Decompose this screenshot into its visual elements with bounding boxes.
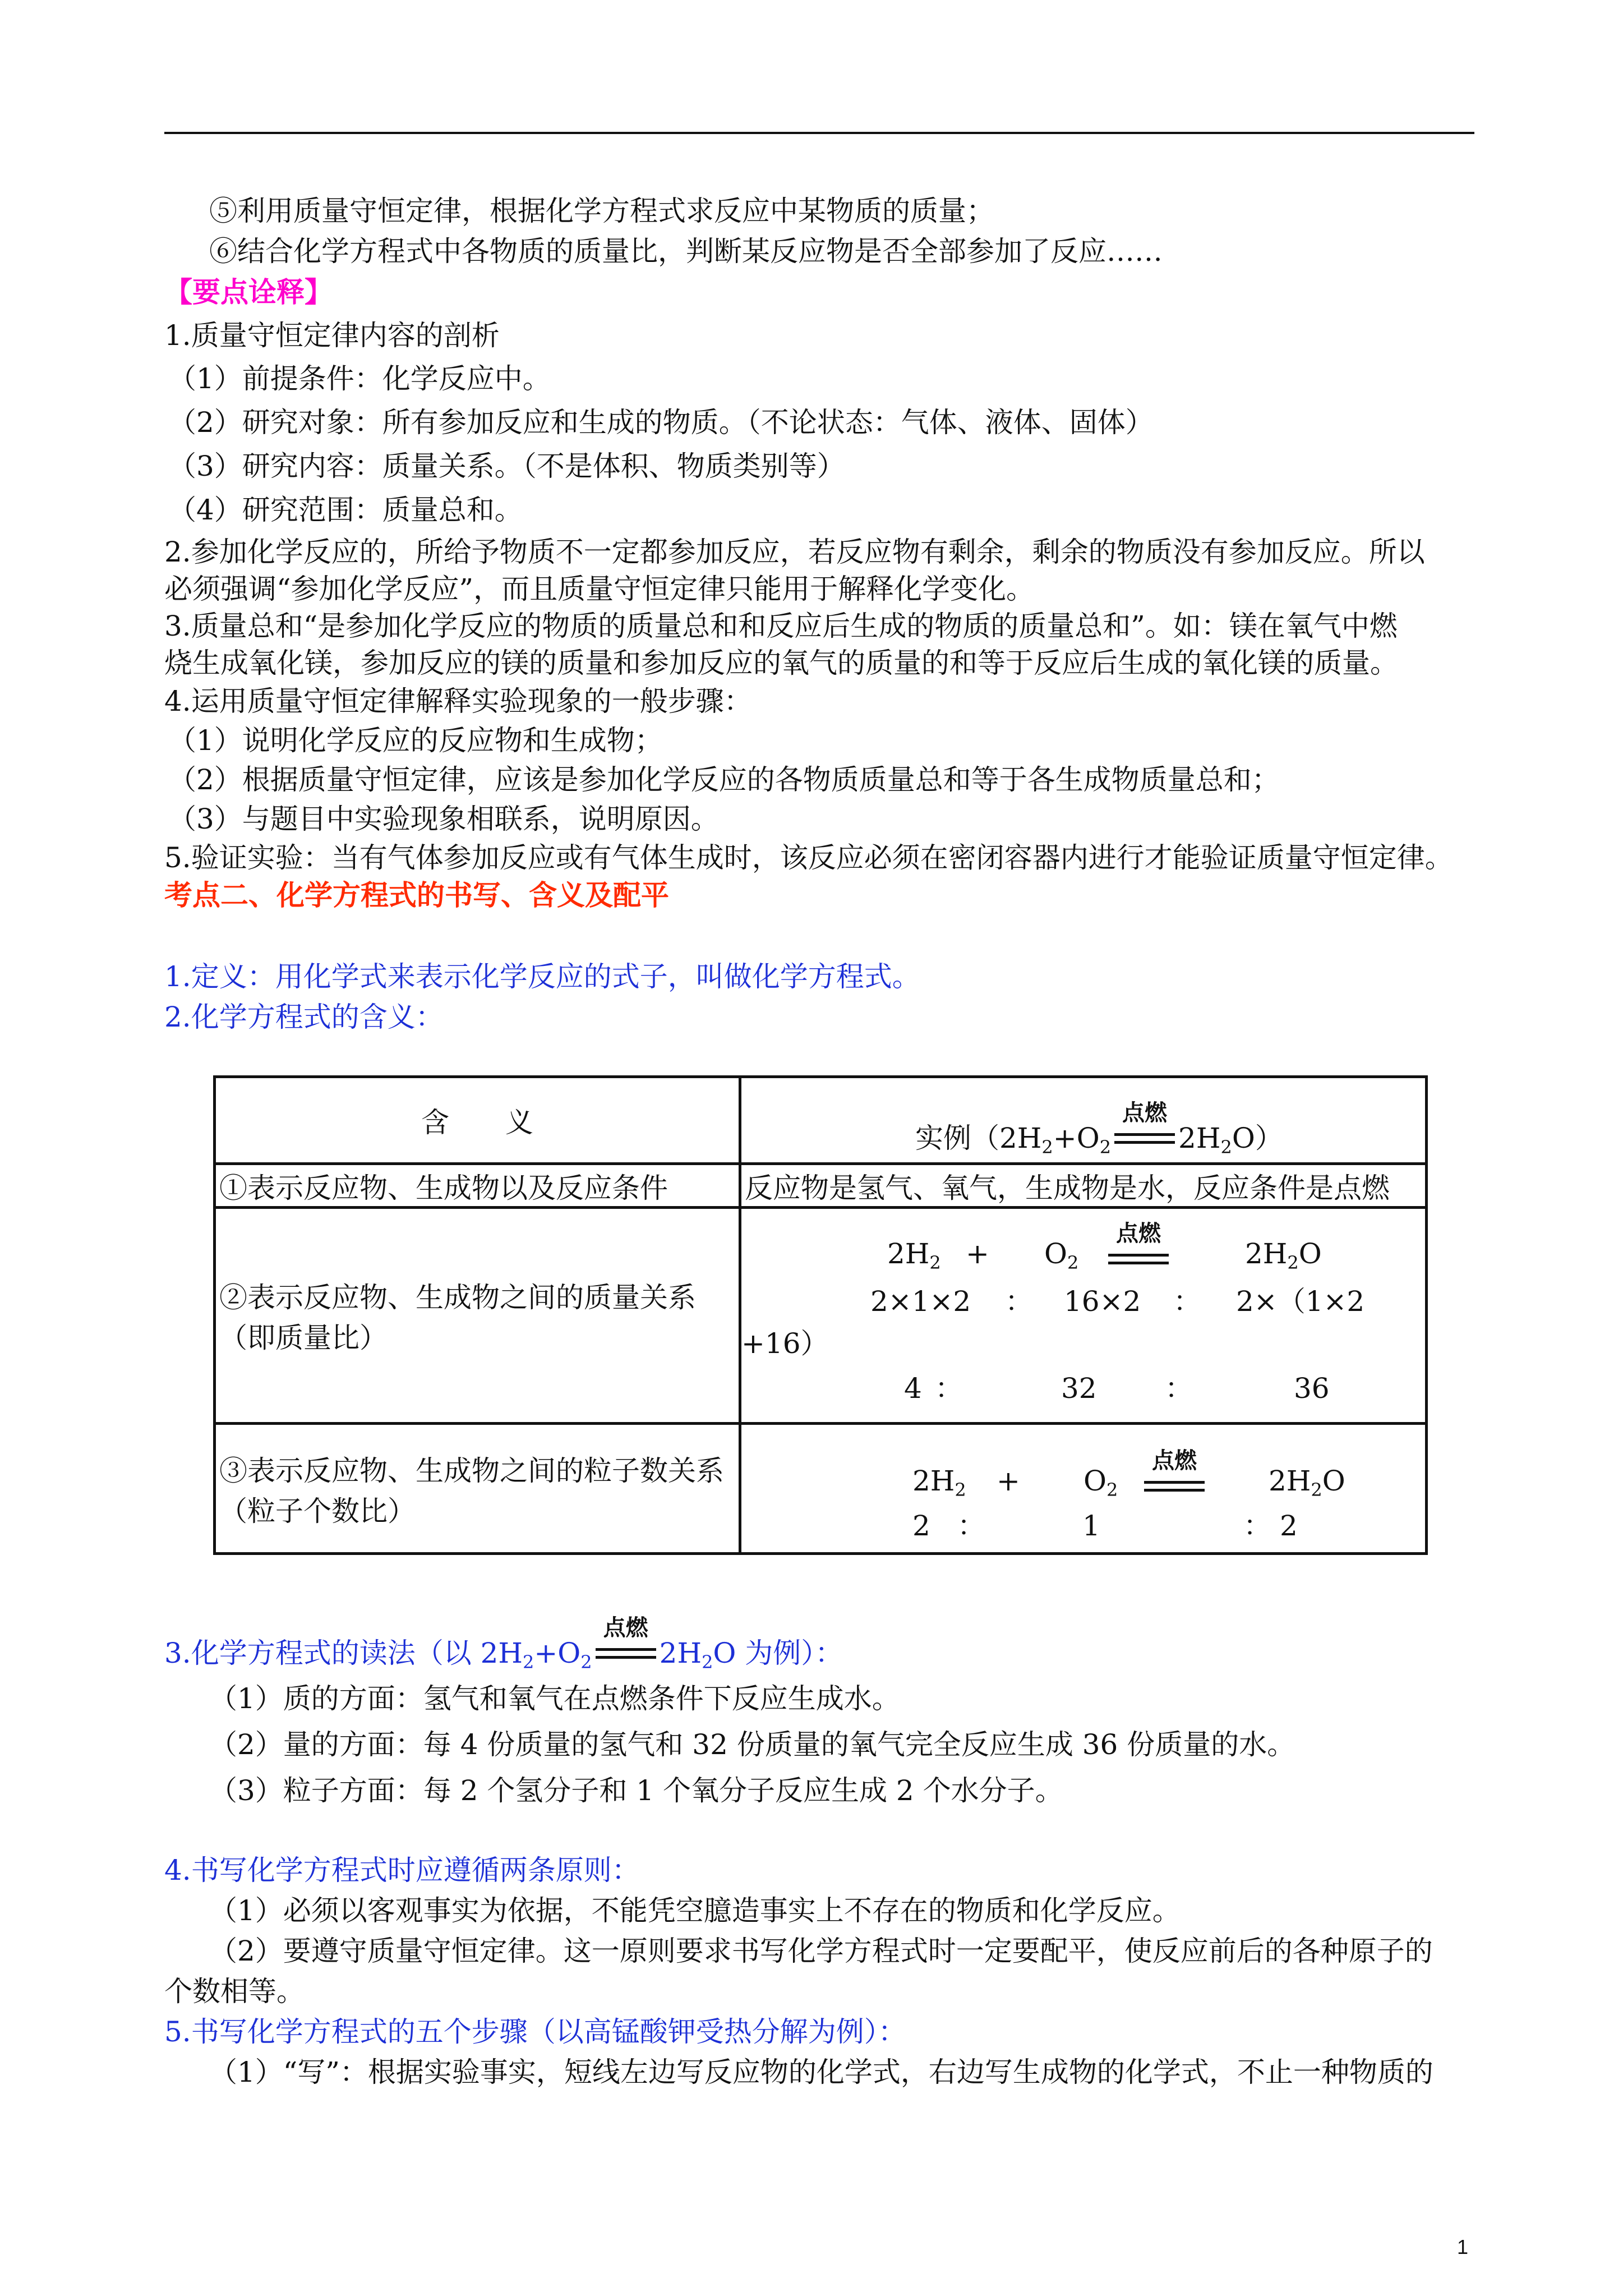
row3-colon-2: ：: [1243, 1510, 1271, 1542]
text-line-6: ⑥结合化学方程式中各物质的质量比，判断某反应物是否全部参加了反应……: [209, 235, 1163, 268]
row2-mass-water: 2×（1×2: [1236, 1285, 1365, 1318]
row3-ratio-h2: 2: [912, 1510, 930, 1542]
point-2-line-a: 2.参加化学反应的，所给予物质不一定都参加反应，若反应物有剩余，剩余的物质没有参加反应。所以: [164, 536, 1425, 568]
point-5: 5.验证实验：当有气体参加反应或有气体生成时，该反应必须在密闭容器内进行才能验证质量守恒定律。: [164, 841, 1453, 874]
row2-ratio-water: 36: [1294, 1372, 1330, 1405]
ignite-condition-sign: 点燃: [1111, 1116, 1178, 1156]
def-1: 1.定义：用化学式来表示化学反应的式子，叫做化学方程式。: [164, 960, 920, 993]
table-row2-meaning: [215, 1208, 740, 1424]
principle-1: （1）必须以客观事实为依据，不能凭空臆造事实上不存在的物质和化学反应。: [209, 1894, 1181, 1927]
row2-water: $2H_2O$: [1245, 1237, 1322, 1273]
principle-2-line-a: （2）要遵守质量守恒定律。这一原则要求书写化学方程式时一定要配平，使反应前后的各种原子的: [209, 1935, 1433, 1967]
text-line-5: ⑤利用质量守恒定律，根据化学方程式求反应中某物质的质量；: [209, 195, 994, 227]
point-1: 1.质量守恒定律内容的剖析: [164, 319, 500, 352]
point-4-3: （3）与题目中实验现象相联系，说明原因。: [168, 803, 719, 835]
table-row2-example: [740, 1208, 1427, 1424]
page-number: 1: [1457, 2235, 1469, 2258]
table-row3-meaning: [215, 1424, 740, 1554]
row3-water: $2H_2O$: [1269, 1465, 1345, 1501]
row2-ratio-o2: 32: [1061, 1372, 1097, 1405]
table-row3-example: [740, 1424, 1427, 1554]
row2-colon-1: ：: [1005, 1285, 1033, 1318]
section-heading-key-points: 【要点诠释】: [164, 275, 333, 309]
header-rule: [164, 132, 1474, 134]
ignite-condition-sign-inline: 点燃: [592, 1631, 660, 1671]
row3-condition: 点燃: [1141, 1464, 1208, 1503]
row3-o2: $O_2$: [1083, 1465, 1118, 1501]
table-header-example-text: 实例（$2H_2+O_2$ 点燃 $2H_2O$）: [915, 1100, 1283, 1158]
table-row2-meaning-a: ②表示反应物、生成物之间的质量关系: [219, 1281, 696, 1314]
step-1: （1）“写”：根据实验事实，短线左边写反应物的化学式，右边写生成物的化学式，不止一种物质的: [209, 2056, 1433, 2088]
table-header-meaning: [215, 1077, 740, 1164]
row2-mass-water-cont: +16）: [741, 1327, 829, 1360]
point-4-1: （1）说明化学反应的反应物和生成物；: [168, 724, 663, 757]
point-1-4: （4）研究范围：质量总和。: [168, 494, 523, 526]
row3-h2: $2H_2$: [912, 1465, 966, 1501]
row3-colon-1: ：: [957, 1510, 985, 1542]
point-2-line-b: 必须强调“参加化学反应”，而且质量守恒定律只能用于解释化学变化。: [164, 573, 1035, 605]
row3-ratio-o2: 1: [1082, 1510, 1100, 1542]
row2-colon-3: ：: [935, 1372, 963, 1405]
row3-plus: +: [997, 1465, 1020, 1497]
table-row3-meaning-a: ③表示反应物、生成物之间的粒子数关系: [219, 1454, 724, 1487]
reading-2: （2）量的方面：每 4 份质量的氢气和 32 份质量的氧气完全反应生成 36 份质量的水。: [209, 1728, 1295, 1761]
table-header-meaning-text: 含 义: [421, 1106, 533, 1139]
table-row2-meaning-b: （即质量比）: [219, 1322, 388, 1354]
point-4: 4.运用质量守恒定律解释实验现象的一般步骤：: [164, 685, 752, 717]
equation-meaning-table: [213, 1075, 1428, 1555]
point-1-2: （2）研究对象：所有参加反应和生成的物质。（不论状态：气体、液体、固体）: [168, 406, 1154, 439]
def-3: 3.化学方程式的读法（以 $2H_2+O_2$ 点燃 $2H_2O$ 为例）：: [164, 1615, 843, 1673]
row2-mass-o2: 16×2: [1064, 1285, 1141, 1318]
def-5: 5.书写化学方程式的五个步骤（以高锰酸钾受热分解为例）：: [164, 2016, 906, 2048]
reading-3: （3）粒子方面：每 2 个氢分子和 1 个氧分子反应生成 2 个水分子。: [209, 1774, 1063, 1807]
point-3-line-b: 烧生成氧化镁，参加反应的镁的质量和参加反应的氧气的质量的和等于反应后生成的氧化镁的质量。: [164, 647, 1398, 679]
principle-2-line-b: 个数相等。: [164, 1975, 305, 2008]
def-2: 2.化学方程式的含义：: [164, 1001, 444, 1033]
row2-colon-4: ：: [1165, 1372, 1193, 1405]
row3-ratio-water: 2: [1280, 1510, 1298, 1542]
table-row1-example: 反应物是氢气、氧气，生成物是水，反应条件是点燃: [740, 1164, 1427, 1208]
row2-colon-2: ：: [1173, 1285, 1201, 1318]
point-4-2: （2）根据质量守恒定律，应该是参加化学反应的各物质质量总和等于各生成物质量总和；: [168, 763, 1280, 796]
point-1-3: （3）研究内容：质量关系。（不是体积、物质类别等）: [168, 450, 845, 482]
point-1-1: （1）前提条件：化学反应中。: [168, 362, 551, 395]
section-heading-kaodian-2: 考点二、化学方程式的书写、含义及配平: [164, 878, 669, 912]
table-row1-meaning: ①表示反应物、生成物以及反应条件: [215, 1164, 740, 1208]
reading-1: （1）质的方面：氢气和氧气在点燃条件下反应生成水。: [209, 1682, 900, 1715]
row2-plus: +: [966, 1237, 989, 1270]
point-3-line-a: 3.质量总和“是参加化学反应的物质的质量总和和反应后生成的物质的质量总和”。如：镁在氧气中燃: [164, 610, 1398, 642]
row2-condition: 点燃: [1105, 1237, 1172, 1276]
def-4: 4.书写化学方程式时应遵循两条原则：: [164, 1854, 640, 1887]
row2-h2: $2H_2$: [887, 1237, 941, 1273]
table-row3-meaning-b: （粒子个数比）: [219, 1494, 416, 1527]
row2-mass-h2: 2×1×2: [870, 1285, 971, 1318]
table-header-example: [740, 1077, 1427, 1164]
row2-o2: $O_2$: [1044, 1237, 1079, 1273]
row2-ratio-h2: 4: [904, 1372, 922, 1405]
